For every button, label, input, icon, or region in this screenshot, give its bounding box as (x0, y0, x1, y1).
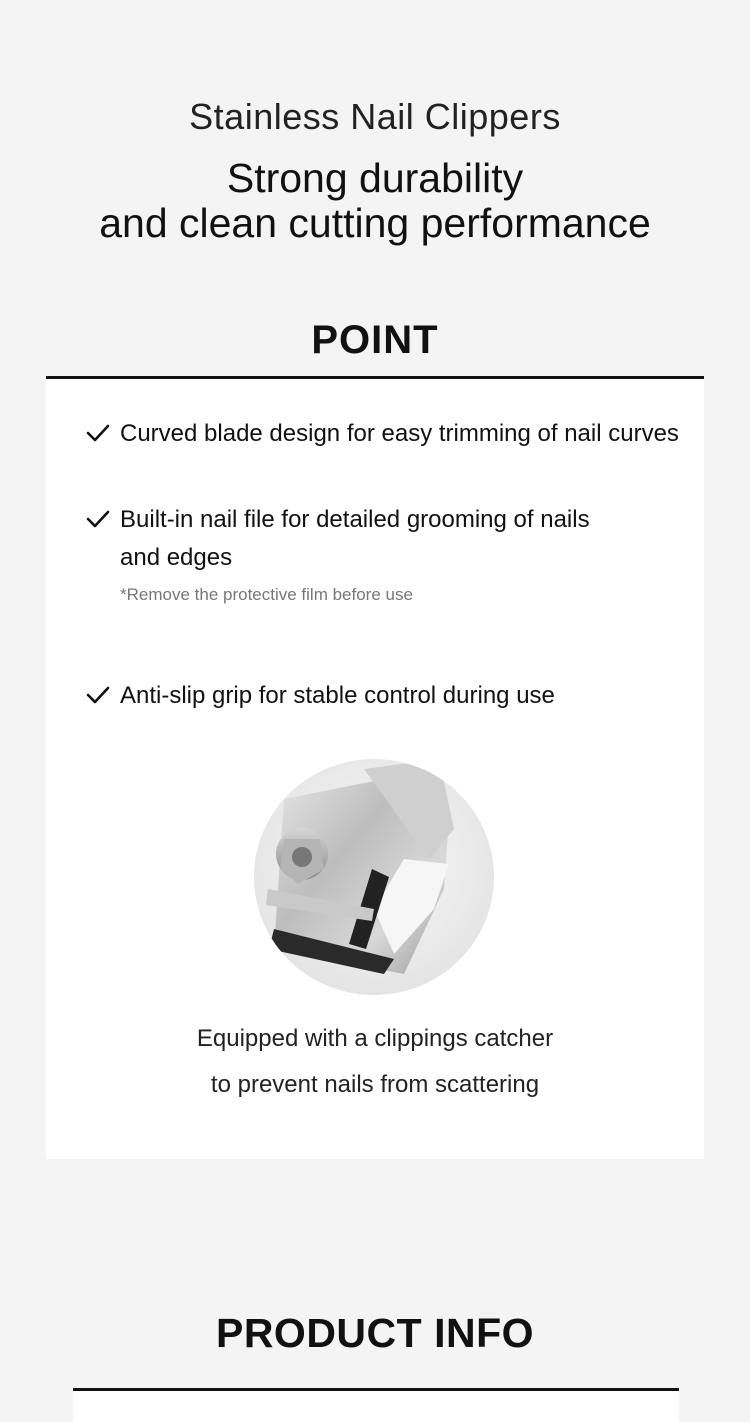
feature-note: *Remove the protective film before use (120, 585, 413, 604)
headline-line-2: and clean cutting performance (99, 200, 651, 246)
feature-text (120, 501, 680, 577)
clipper-closeup-image (254, 759, 494, 995)
headline-line-1: Strong durability (226, 155, 524, 201)
check-icon (86, 683, 110, 707)
check-icon (86, 421, 110, 445)
product-info-title: PRODUCT INFO (215, 1310, 535, 1356)
caption-line-1: Equipped with a clippings catcher (196, 1025, 554, 1052)
product-subtitle: Stainless Nail Clippers (189, 96, 561, 137)
point-card (46, 379, 704, 1159)
check-icon (86, 507, 110, 531)
product-headline (0, 156, 750, 246)
product-info-card (73, 1391, 679, 1422)
feature-text: Curved blade design for easy trimming of nail curves (120, 420, 679, 447)
feature-text-line-1: Built-in nail file for detailed grooming of nails (120, 506, 590, 533)
feature-text-line-2: and edges (120, 544, 233, 571)
caption-line-2: to prevent nails from scattering (210, 1071, 540, 1098)
feature-text: Anti-slip grip for stable control during use (120, 682, 555, 709)
point-section-title: POINT (311, 318, 439, 362)
